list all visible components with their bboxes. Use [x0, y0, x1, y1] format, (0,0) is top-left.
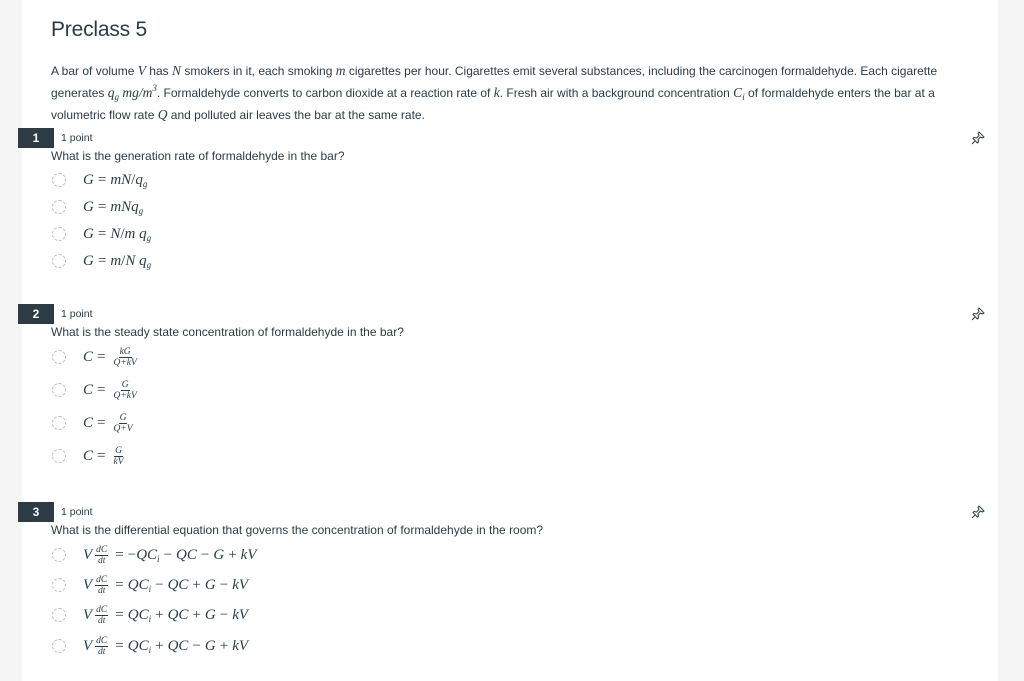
math-var: m	[335, 63, 346, 78]
answer-option[interactable]	[52, 574, 248, 596]
pin-icon[interactable]	[970, 130, 986, 146]
radio-button[interactable]	[52, 200, 66, 214]
intro-text: smokers in it, each smoking	[181, 64, 336, 78]
radio-button[interactable]	[52, 350, 66, 364]
answer-option[interactable]	[52, 445, 128, 467]
question-text: What is the generation rate of formaldehyde in the bar?	[51, 149, 345, 163]
question-points: 1 point	[61, 308, 93, 320]
fraction: $\frac{kG}{Q+kV}$	[113, 346, 137, 368]
answer-equation: G = mN / $q_g$	[83, 171, 148, 189]
question-text: What is the differential equation that governs the concentration of formaldehyde in the room?	[51, 523, 544, 537]
answer-option[interactable]	[52, 169, 147, 191]
intro-text: . Formaldehyde converts to carbon dioxide at a reaction rate of	[156, 86, 494, 100]
math-ci: $C_i$	[733, 85, 745, 102]
intro-text: has	[145, 64, 172, 78]
answer-equation: G = mNq$_g$	[83, 198, 144, 216]
intro-text: A bar of volume	[51, 64, 138, 78]
answer-equation: C = $\frac{kG}{Q+kV}$	[83, 346, 137, 368]
radio-button[interactable]	[52, 548, 66, 562]
radio-button[interactable]	[52, 578, 66, 592]
math-var: k	[493, 85, 500, 100]
answer-equation: C = $\frac{G}{Q+kV}$	[83, 379, 137, 401]
answer-option[interactable]	[52, 196, 143, 218]
radio-button[interactable]	[52, 639, 66, 653]
math-var: Q	[157, 107, 168, 122]
answer-equation: V $\frac{dC}{dt}$ = $QC_i$ + QC + G − kV	[83, 604, 249, 626]
radio-button[interactable]	[52, 173, 66, 187]
page-title: Preclass 5	[51, 18, 148, 41]
fraction: $\frac{G}{Q+kV}$	[113, 379, 137, 401]
intro-text: of formaldehyde enters the bar at a volumetric flow rate	[51, 86, 935, 122]
math-var: V	[137, 63, 146, 78]
answer-option[interactable]	[52, 379, 141, 401]
quiz-page	[22, 0, 998, 681]
answer-option[interactable]	[52, 604, 248, 626]
fraction: $\frac{G}{kV}$	[113, 445, 124, 467]
answer-equation: V $\frac{dC}{dt}$ = $QC_i$ + QC − G + kV	[83, 635, 249, 657]
math-qg-units: $q_g$ $mg/m^3$	[107, 83, 157, 102]
intro-text: cigarettes per hour. Cigarettes emit several substances, including the carcinogen formaldehyde. Each cigarette generates	[51, 64, 938, 100]
radio-button[interactable]	[52, 383, 66, 397]
intro-text: and polluted air leaves the bar at the same rate.	[167, 108, 425, 122]
answer-equation: G = N / m $q_g$	[83, 225, 152, 243]
quiz-intro	[51, 62, 991, 124]
answer-equation: C = $\frac{G}{Q+V}$	[83, 412, 133, 434]
intro-text: . Fresh air with a background concentration	[499, 86, 734, 100]
answer-option[interactable]	[52, 635, 248, 657]
pin-icon[interactable]	[970, 504, 986, 520]
answer-option[interactable]	[52, 223, 151, 245]
fraction: $\frac{G}{Q+V}$	[113, 412, 133, 434]
radio-button[interactable]	[52, 608, 66, 622]
answer-option[interactable]	[52, 250, 151, 272]
radio-button[interactable]	[52, 416, 66, 430]
answer-option[interactable]	[52, 412, 137, 434]
answer-equation: V $\frac{dC}{dt}$ = − $QC_i$ − QC − G + kV	[83, 544, 257, 566]
math-var: N	[171, 63, 181, 78]
question-number-badge: 2	[18, 304, 54, 324]
answer-option[interactable]	[52, 346, 141, 368]
question-text: What is the steady state concentration of formaldehyde in the bar?	[51, 325, 404, 339]
radio-button[interactable]	[52, 449, 66, 463]
question-points: 1 point	[61, 506, 93, 518]
radio-button[interactable]	[52, 254, 66, 268]
question-number-badge: 1	[18, 128, 54, 148]
question-number-badge: 3	[18, 502, 54, 522]
answer-option[interactable]	[52, 544, 256, 566]
answer-equation: V $\frac{dC}{dt}$ = $QC_i$ − QC + G − kV	[83, 574, 249, 596]
radio-button[interactable]	[52, 227, 66, 241]
answer-equation: G = m / N $q_g$	[83, 252, 152, 270]
question-points: 1 point	[61, 132, 93, 144]
pin-icon[interactable]	[970, 306, 986, 322]
answer-equation: C = $\frac{G}{kV}$	[83, 445, 124, 467]
